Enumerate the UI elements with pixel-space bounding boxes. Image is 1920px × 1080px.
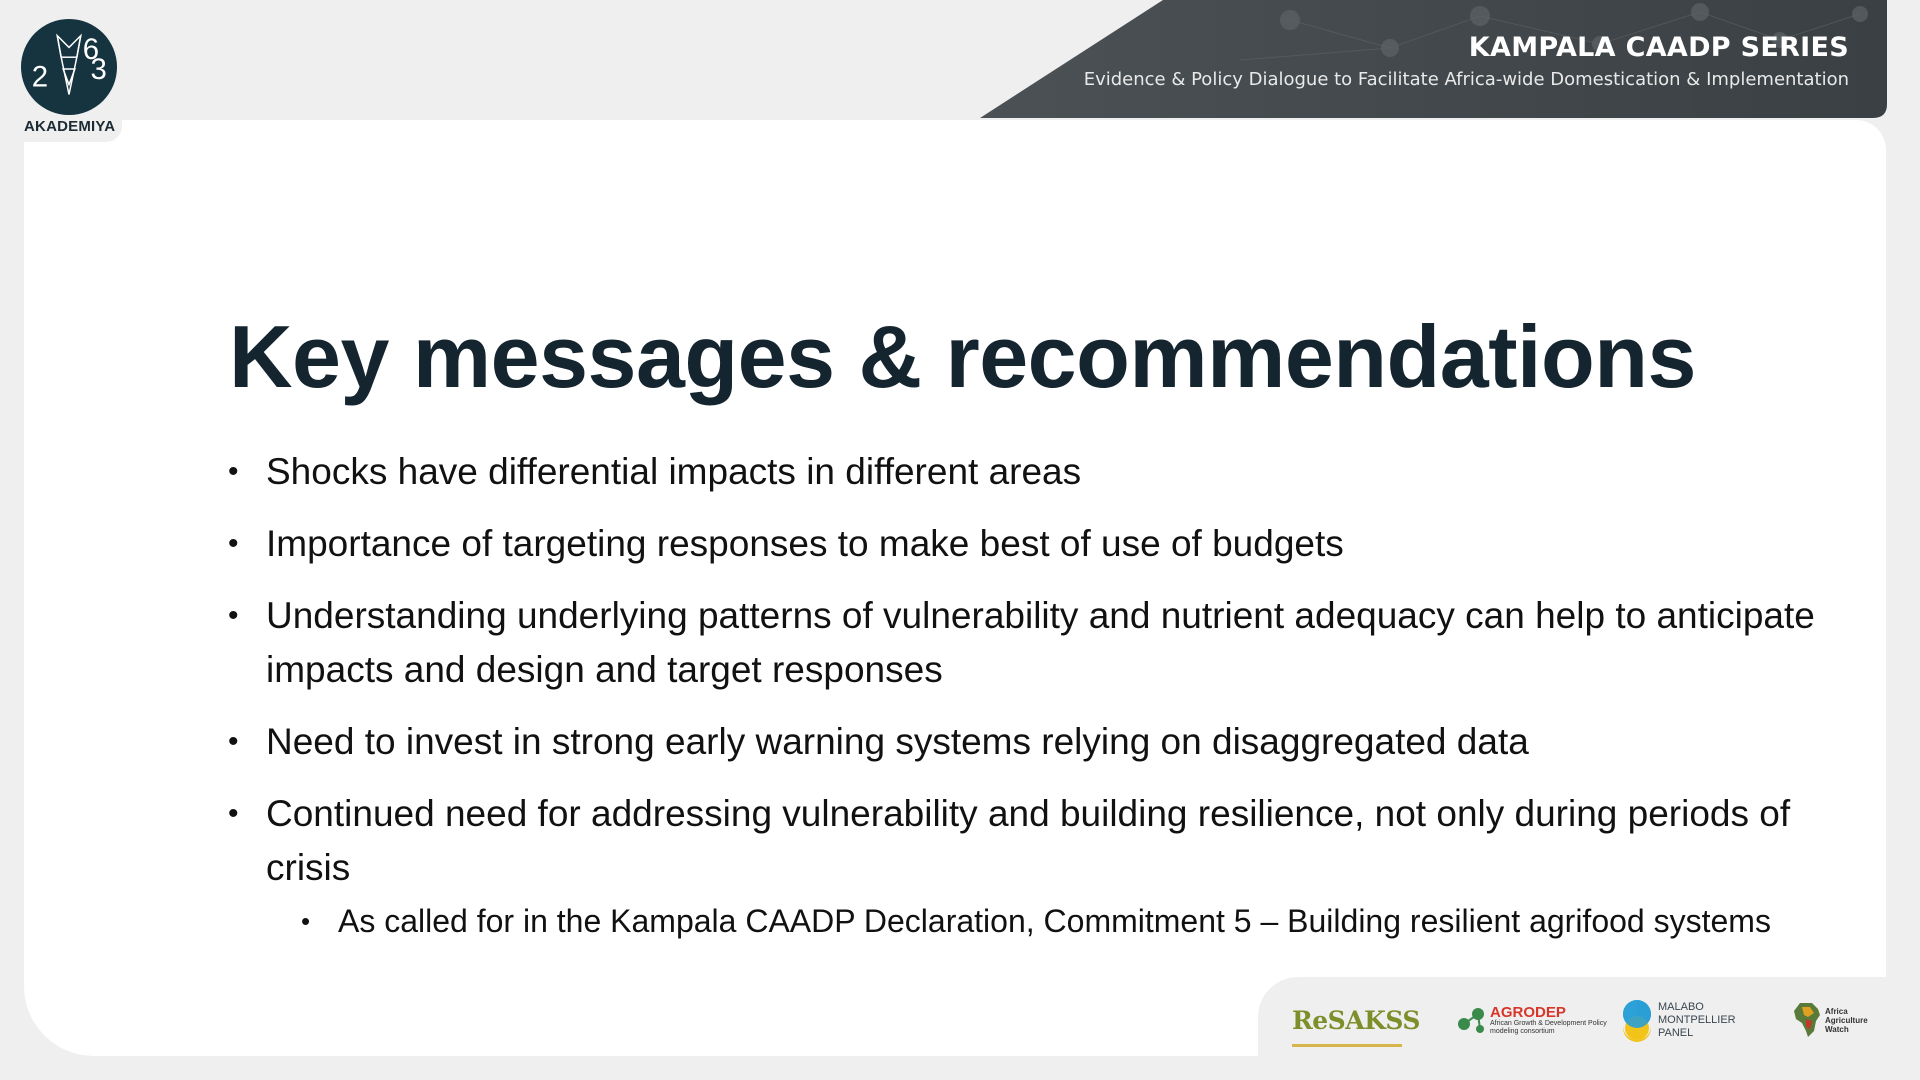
- agrodep-wordmark: AGRODEP: [1490, 1003, 1566, 1021]
- list-item: • Shocks have differential impacts in different areas: [226, 445, 1866, 499]
- malabo-line2: MONTPELLIER: [1658, 1013, 1736, 1026]
- agrodep-logo: [1456, 995, 1607, 1045]
- resakss-wordmark: ReSAKSS: [1292, 1005, 1420, 1035]
- logo-digit-3: 3: [90, 52, 107, 86]
- banner-title: KAMPALA CAADP SERIES: [1468, 32, 1849, 63]
- akademiya-logo: [12, 10, 122, 142]
- africa-map-icon: [1792, 1001, 1822, 1039]
- agrodep-molecule-icon: [1456, 1004, 1488, 1036]
- malabo-line3: PANEL: [1658, 1026, 1694, 1039]
- series-banner: [980, 0, 1887, 118]
- aaw-line2: Agriculture: [1825, 1015, 1868, 1025]
- akademiya-logo-icon: [20, 18, 118, 116]
- logo-digit-2: 2: [31, 60, 49, 94]
- agrodep-line2: modeling consortium: [1490, 1027, 1555, 1035]
- key-messages-list: [226, 445, 1866, 941]
- africa-agriculture-watch-logo: [1792, 995, 1868, 1045]
- banner-subtitle: Evidence & Policy Dialogue to Facilitate Africa-wide Domestication & Implementation: [1083, 69, 1849, 90]
- sub-list-item: • As called for in the Kampala CAADP Declaration, Commitment 5 – Building resilient agrifood systems: [226, 901, 1866, 941]
- aaw-line1: Africa: [1825, 1006, 1848, 1016]
- logo-digit-6: 6: [82, 33, 100, 67]
- list-item: • Need to invest in strong early warning systems relying on disaggregated data: [226, 715, 1866, 769]
- list-item: • Understanding underlying patterns of vulnerability and nutrient adequacy can help to anticipate impacts and design and target responses: [226, 589, 1866, 697]
- resakss-logo: [1292, 995, 1420, 1045]
- malabo-line1: MALABO: [1658, 1000, 1704, 1013]
- aaw-line3: Watch: [1825, 1024, 1849, 1034]
- list-item: • Continued need for addressing vulnerability and building resilience, not only during periods of crisis: [226, 787, 1866, 895]
- slide-title: Key messages & recommendations: [229, 307, 1696, 406]
- agrodep-line1: African Growth & Development Policy: [1490, 1019, 1607, 1027]
- malabo-montpellier-logo: [1622, 995, 1736, 1045]
- logo-wordmark: AKADEMIYA: [24, 118, 116, 135]
- malabo-circle-icon: [1622, 998, 1652, 1042]
- list-item: • Importance of targeting responses to make best of use of budgets: [226, 517, 1866, 571]
